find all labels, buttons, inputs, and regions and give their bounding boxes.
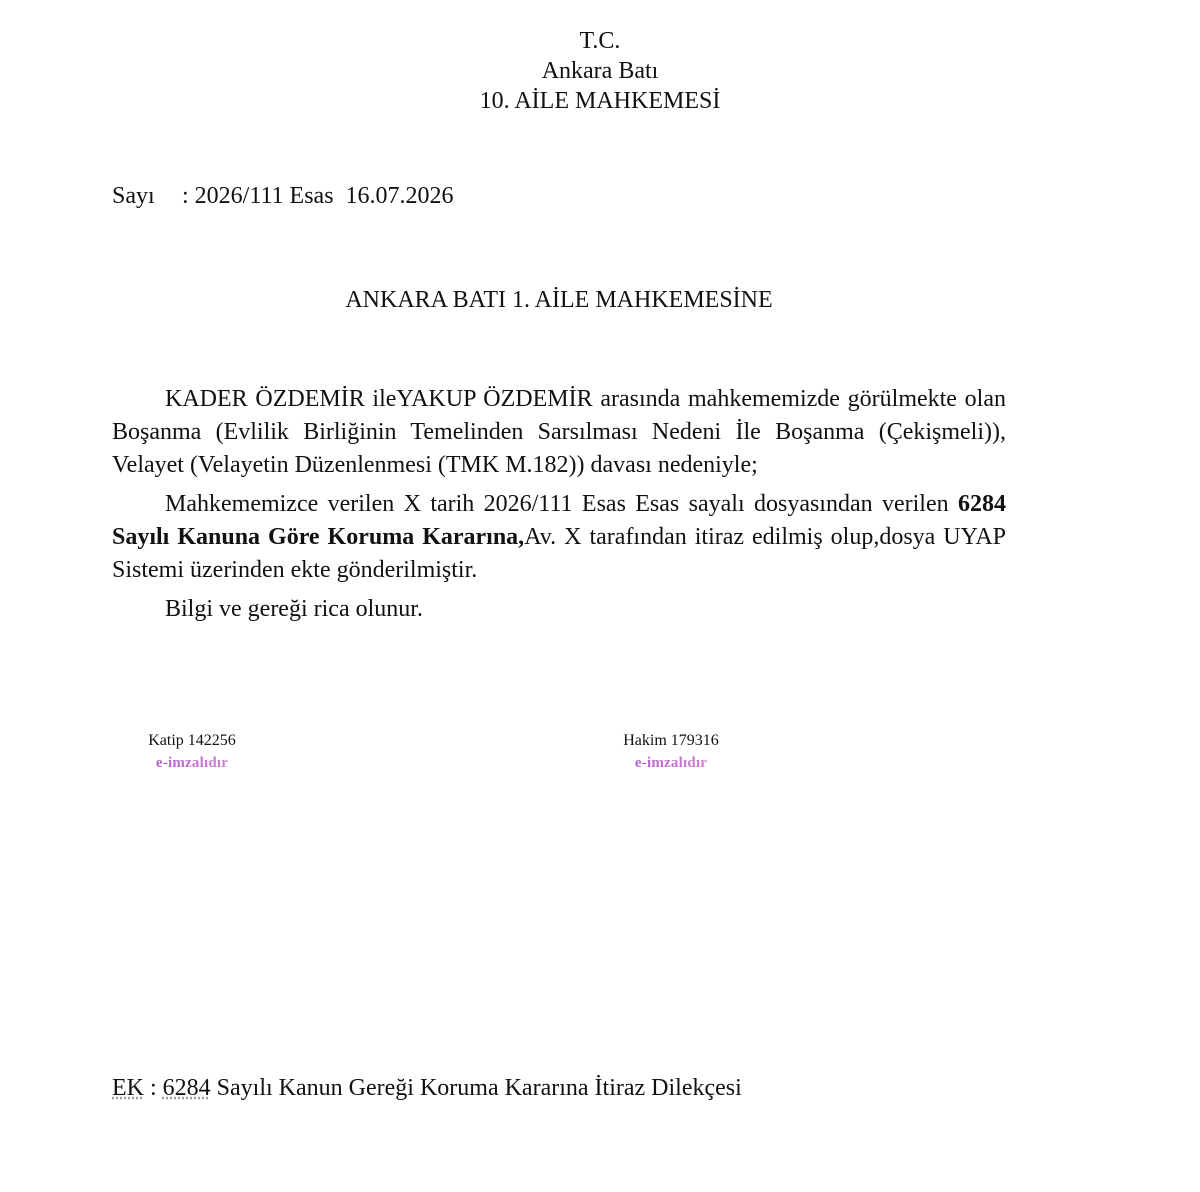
body-paragraph-3: Bilgi ve gereği rica olunur. <box>165 596 423 622</box>
attachment-text: Sayılı Kanun Gereği Koruma Kararına İtiraz Dilekçesi <box>210 1075 742 1101</box>
reference-value: : 2026/111 Esas 16.07.2026 <box>182 183 454 209</box>
header-court: 10. AİLE MAHKEMESİ <box>479 88 721 114</box>
reference-label: Sayı <box>112 183 155 209</box>
attachment-label: EK <box>112 1075 144 1101</box>
judge-signature <box>561 731 781 773</box>
clerk-e-signature-stamp: e-imzalıdır <box>82 753 302 773</box>
attachment-line <box>112 1073 742 1103</box>
judge-e-signature-stamp: e-imzalıdır <box>561 753 781 773</box>
clerk-title: Katip 142256 <box>148 732 236 749</box>
judge-title: Hakim 179316 <box>623 732 719 749</box>
clerk-signature <box>82 731 302 773</box>
recipient-court: ANKARA BATI 1. AİLE MAHKEMESİNE <box>345 287 773 313</box>
attachment-number: 6284 <box>162 1075 211 1101</box>
header-city: Ankara Batı <box>541 58 659 84</box>
body-paragraph-2-start: Mahkememizce verilen X tarih 2026/111 Esas Esas sayalı dosyasından verilen <box>165 491 958 517</box>
header-country: T.C. <box>579 28 621 54</box>
body-paragraph-1: KADER ÖZDEMİR ileYAKUP ÖZDEMİR arasında mahkememizde görülmekte olan Boşanma (Evlilik Birliğinin Temelinden Sarsılması Nedeni İle Boşanma (Çekişmeli)), Velayet (Velayetin Düzenlenmesi (TMK M.182)) davası nedeniyle; <box>112 386 1006 478</box>
body-paragraph-2-end: Av. X tarafından itiraz edilmiş olup,dosya UYAP Sistemi üzerinden ekte gönderilmiştir. <box>112 524 1006 583</box>
body-paragraph-2-bold: 6284 Sayılı Kanuna Göre Koruma Kararına, <box>112 491 1006 550</box>
attachment-separator: : <box>144 1075 163 1101</box>
court-header <box>0 26 1200 116</box>
body-paragraph-2 <box>112 488 1006 587</box>
letter-body <box>112 383 1006 626</box>
reference-line <box>112 181 454 211</box>
